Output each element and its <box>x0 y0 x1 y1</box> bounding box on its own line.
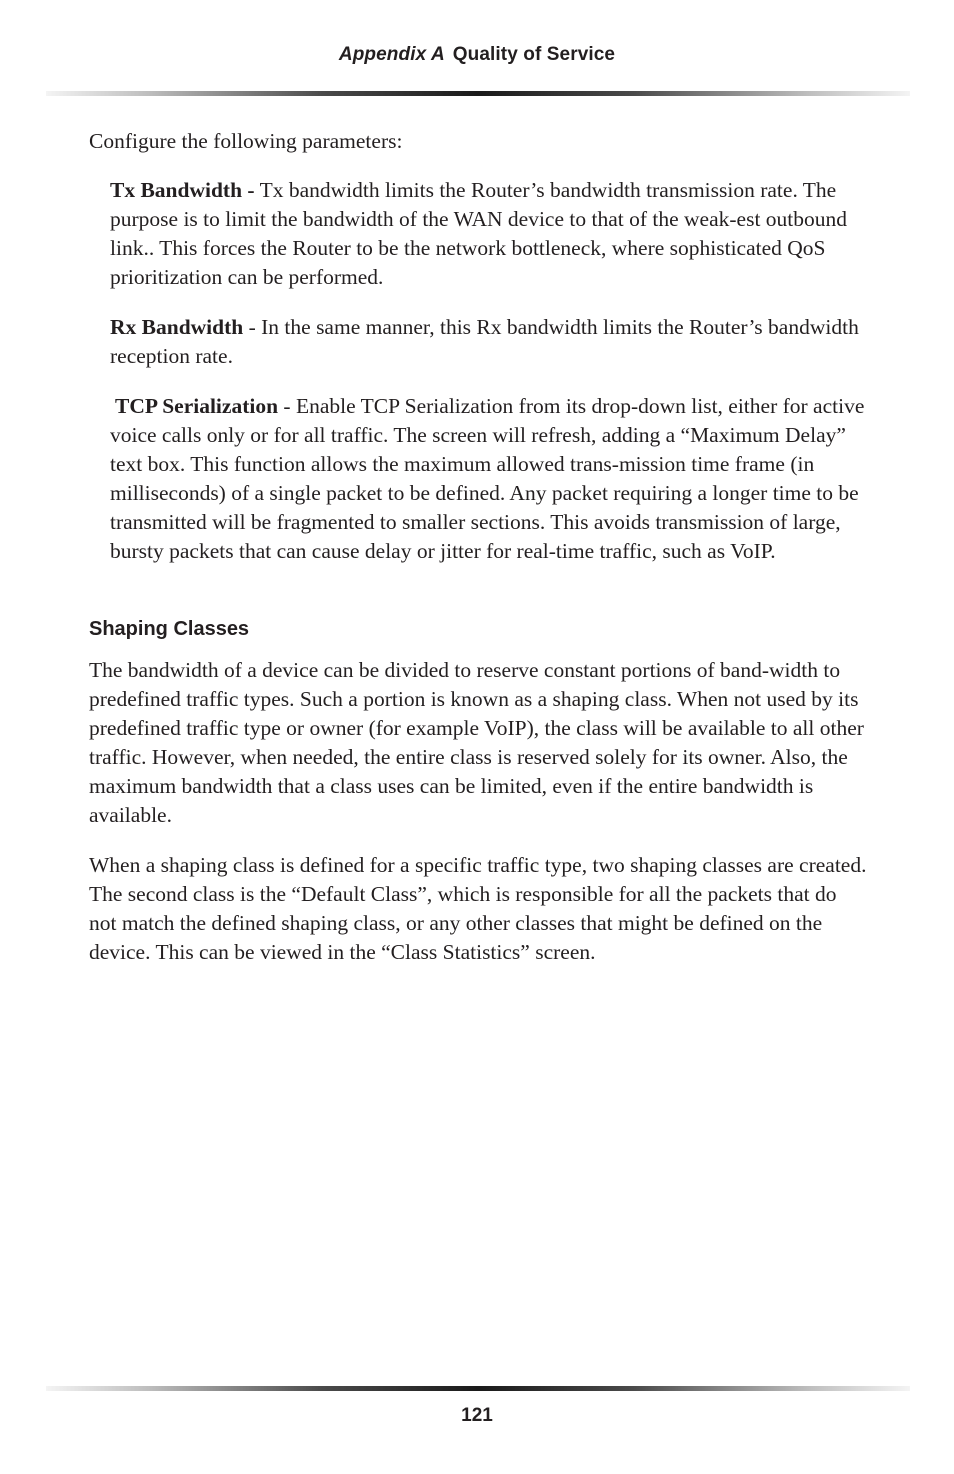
page-number: 121 <box>461 1405 493 1426</box>
section-heading: Shaping Classes <box>89 618 250 640</box>
param-term: TCP Serialization <box>115 394 279 418</box>
param-tx-bandwidth <box>110 176 869 292</box>
page-header <box>0 44 954 66</box>
appendix-label: Appendix A <box>338 44 445 65</box>
page-body <box>89 127 869 988</box>
header-title: Quality of Service <box>452 44 616 65</box>
param-tcp-serialization <box>110 392 869 566</box>
footer-rule <box>46 1386 910 1391</box>
param-rx-bandwidth <box>110 313 869 371</box>
param-description: - Enable TCP Serialization from its drop-down list, either for active voice calls only or for all traffic. The screen will refresh, adding a “Maximum Delay” text box. This function allows the maximum allowed trans-mission time frame (in milliseconds) of a single packet to be defined. Any packet requiring a longer time to be transmitted will be fragmented to smaller sections. This avoids transmission of large, bursty packets that can cause delay or jitter for real-time traffic, such as VoIP. <box>110 394 865 563</box>
header-rule <box>46 91 910 96</box>
section-paragraph: The bandwidth of a device can be divided to reserve constant portions of band-width to predefined traffic types. Such a portion is known as a shaping class. When not used by its predefined traffic type or owner (for example VoIP), the class will be available to all other traffic. However, when needed, the entire class is reserved solely for its owner. Also, the maximum bandwidth that a class uses can be limited, even if the entire bandwidth is available. <box>89 658 864 827</box>
intro-text: Configure the following parameters: <box>89 129 403 153</box>
param-description: - In the same manner, this Rx bandwidth limits the Router’s bandwidth reception rate. <box>110 315 859 368</box>
section-paragraph: When a shaping class is defined for a specific traffic type, two shaping classes are created. The second class is the “Default Class”, which is responsible for all the packets that do not match the defined shaping class, or any other classes that might be defined on the device. This can be viewed in the “Class Statistics” screen. <box>89 853 867 964</box>
param-term: Tx Bandwidth - <box>110 178 255 202</box>
param-term: Rx Bandwidth <box>110 315 244 339</box>
param-description: Tx bandwidth limits the Router’s bandwidth transmission rate. The purpose is to limit the bandwidth of the WAN device to that of the weak-est outbound link.. This forces the Router to be the network bottleneck, where sophisticated QoS prioritization can be performed. <box>110 178 848 289</box>
